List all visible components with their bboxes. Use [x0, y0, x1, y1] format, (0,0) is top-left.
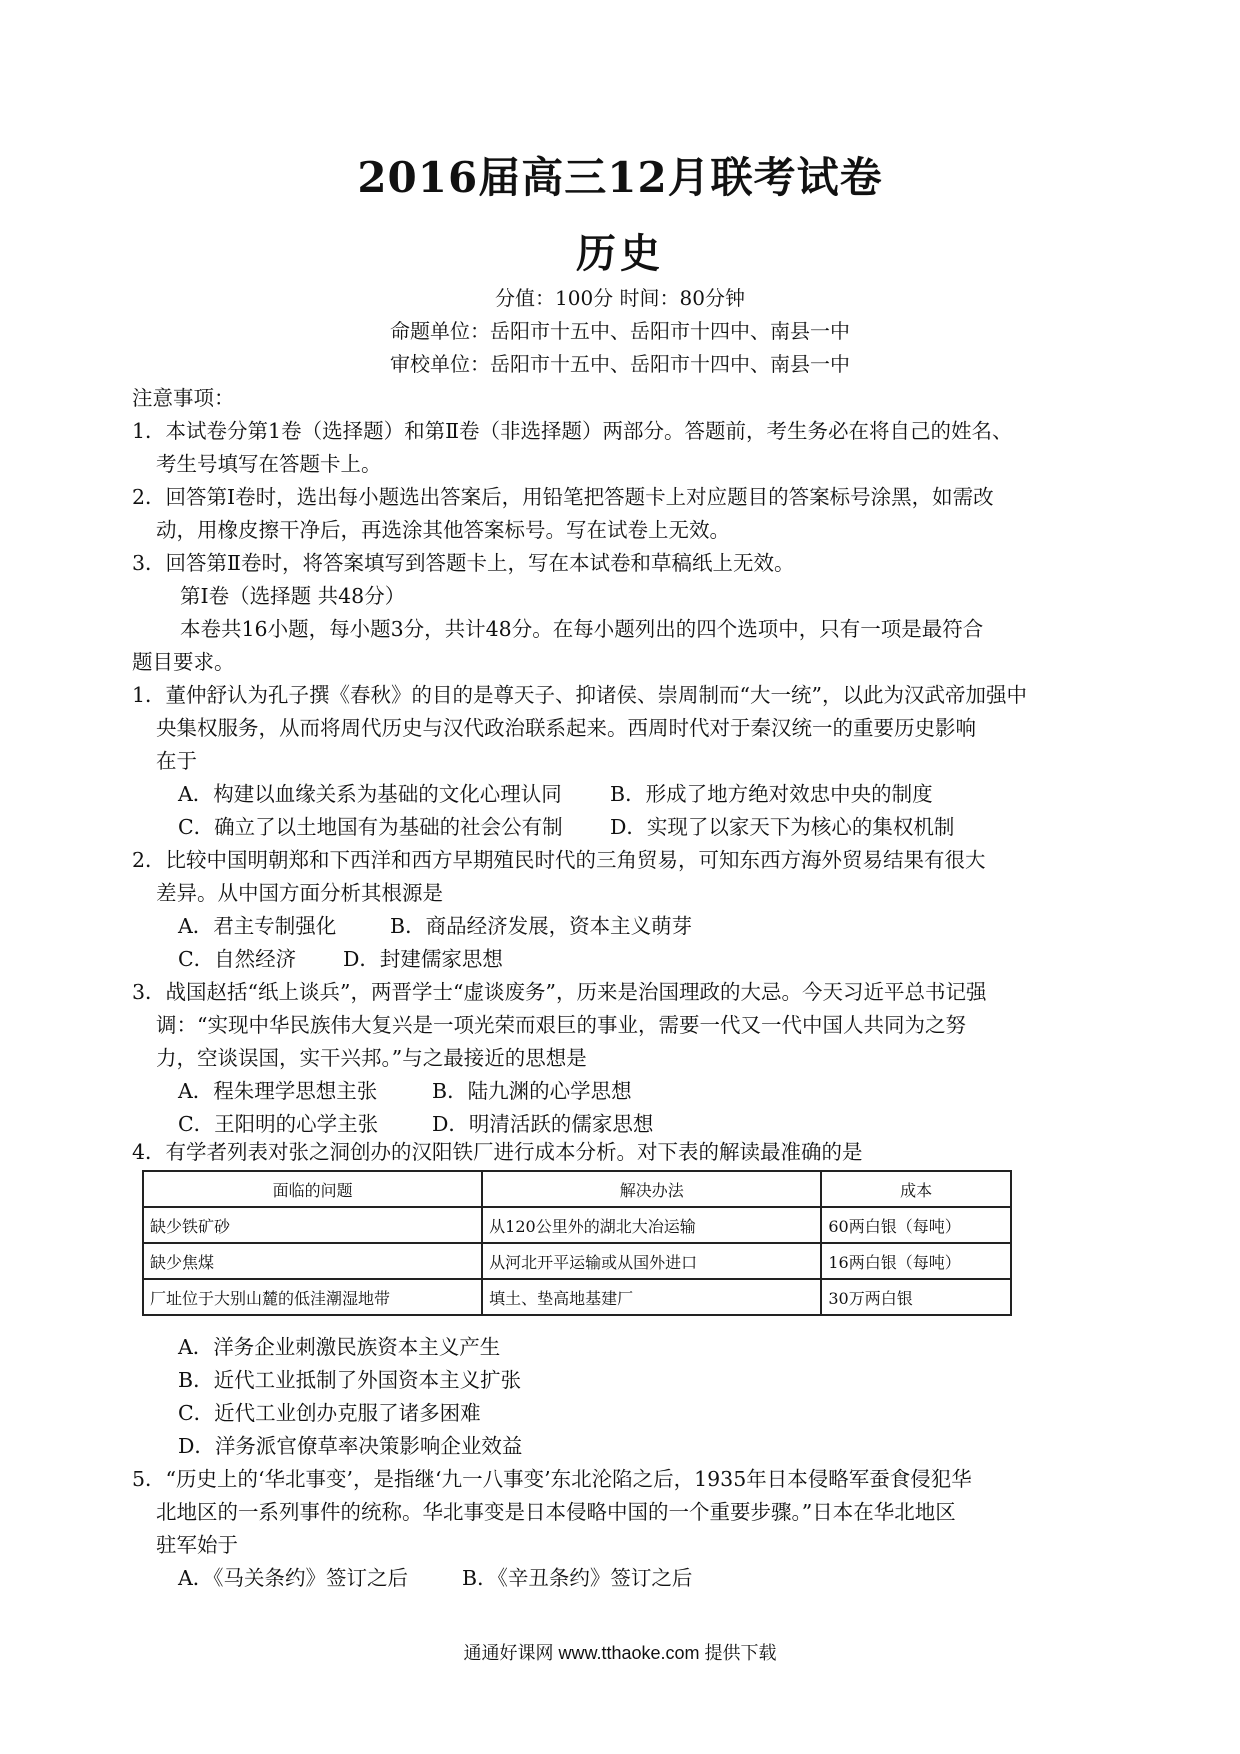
table-cell: 缺少焦煤: [143, 1243, 482, 1279]
footer-watermark: 通通好课网 www.tthaoke.com 提供下载: [463, 1643, 777, 1663]
q4-option-b: B．近代工业抵制了外国资本主义扩张: [178, 1368, 522, 1392]
table-header-cell: 解决办法: [482, 1171, 821, 1207]
table-cell: 厂址位于大别山麓的低洼潮湿地带: [143, 1279, 482, 1315]
section-desc: 本卷共16小题，每小题3分，共计48分。在每小题列出的四个选项中，只有一项是最符合: [180, 617, 984, 641]
q3-stem-cont: 调：“实现中华民族伟大复兴是一项光荣而艰巨的事业，需要一代又一代中国人共同为之努: [156, 1013, 966, 1037]
q4-option-d: D．洋务派官僚草率决策影响企业效益: [178, 1434, 523, 1458]
q5-stem: 5．“历史上的‘华北事变’，是指继‘九一八事变’东北沦陷之后，1935年日本侵略军蚕食侵犯华: [132, 1467, 972, 1491]
table-header-row: [143, 1171, 1011, 1207]
note-1-cont: 考生号填写在答题卡上。: [156, 452, 382, 476]
table-cell: 30万两白银: [821, 1279, 1011, 1315]
q3-option-a: A．程朱理学思想主张: [178, 1079, 378, 1103]
q2-option-a: A．君主专制强化: [178, 914, 337, 938]
table-cell: 缺少铁矿砂: [143, 1207, 482, 1243]
q2-option-b: B．商品经济发展，资本主义萌芽: [390, 914, 693, 938]
q4-option-a: A．洋务企业刺激民族资本主义产生: [178, 1335, 501, 1359]
table-cell: 从河北开平运输或从国外进口: [482, 1243, 821, 1279]
q1-stem-cont: 央集权服务，从而将周代历史与汉代政治联系起来。西周时代对于秦汉统一的重要历史影响: [156, 716, 976, 740]
subject-title: 历史: [576, 230, 664, 277]
section-heading: 第Ⅰ卷（选择题 共48分）: [180, 584, 406, 608]
q3-option-b: B．陆九渊的心学思想: [432, 1079, 632, 1103]
setters-line: 命题单位：岳阳市十五中、岳阳市十四中、南县一中: [390, 319, 850, 343]
q3-stem-cont2: 力，空谈误国，实干兴邦。”与之最接近的思想是: [156, 1046, 587, 1070]
q2-option-c: C．自然经济: [178, 947, 297, 971]
score-time: 分值：100分 时间：80分钟: [495, 286, 745, 310]
table-cell: 16两白银（每吨）: [821, 1243, 1011, 1279]
table-row: [143, 1243, 1011, 1279]
q5-stem-cont: 北地区的一系列事件的统称。华北事变是日本侵略中国的一个重要步骤。”日本在华北地区: [156, 1500, 956, 1524]
table-header-cell: 面临的问题: [143, 1171, 482, 1207]
notes-heading: 注意事项：: [132, 386, 235, 410]
table-cell: 60两白银（每吨）: [821, 1207, 1011, 1243]
table-header-cell: 成本: [821, 1171, 1011, 1207]
q1-option-c: C．确立了以土地国有为基础的社会公有制: [178, 815, 563, 839]
q1-stem: 1．董仲舒认为孔子撰《春秋》的目的是尊天子、抑诸侯、崇周制而“大一统”，以此为汉武帝加强中: [132, 683, 1028, 707]
q1-stem-cont2: 在于: [156, 749, 197, 773]
table-cell: 从120公里外的湖北大冶运输: [482, 1207, 821, 1243]
q3-option-d: D．明清活跃的儒家思想: [432, 1112, 654, 1136]
q1-option-b: B．形成了地方绝对效忠中央的制度: [610, 782, 933, 806]
q5-stem-cont2: 驻军始于: [156, 1533, 238, 1557]
note-2: 2．回答第Ⅰ卷时，选出每小题选出答案后，用铅笔把答题卡上对应题目的答案标号涂黑，如需改: [132, 485, 994, 509]
table-cell: 填土、垫高地基建厂: [482, 1279, 821, 1315]
exam-title: 2016届高三12月联考试卷: [357, 153, 883, 202]
q3-option-c: C．王阳明的心学主张: [178, 1112, 379, 1136]
q2-option-d: D．封建儒家思想: [343, 947, 503, 971]
q5-option-a: A．《马关条约》签订之后: [178, 1566, 409, 1590]
table-row: [143, 1279, 1011, 1315]
q5-option-b: B．《辛丑条约》签订之后: [462, 1566, 693, 1590]
note-1: 1．本试卷分第1卷（选择题）和第Ⅱ卷（非选择题）两部分。答题前，考生务必在将自己的姓名、: [132, 419, 1013, 443]
reviewers-line: 审校单位：岳阳市十五中、岳阳市十四中、南县一中: [390, 352, 850, 376]
q3-stem: 3．战国赵括“纸上谈兵”，两晋学士“虚谈废务”，历来是治国理政的大忌。今天习近平总书记强: [132, 980, 987, 1004]
cost-analysis-table: [142, 1170, 1012, 1316]
q2-stem-cont: 差异。从中国方面分析其根源是: [156, 881, 443, 905]
note-3: 3．回答第Ⅱ卷时，将答案填写到答题卡上，写在本试卷和草稿纸上无效。: [132, 551, 795, 575]
section-desc-cont: 题目要求。: [132, 650, 235, 674]
table-row: [143, 1207, 1011, 1243]
note-2-cont: 动，用橡皮擦干净后，再选涂其他答案标号。写在试卷上无效。: [156, 518, 730, 542]
q1-option-d: D．实现了以家天下为核心的集权机制: [610, 815, 955, 839]
q4-stem: 4．有学者列表对张之洞创办的汉阳铁厂进行成本分析。对下表的解读最准确的是: [132, 1140, 863, 1164]
q2-stem: 2．比较中国明朝郑和下西洋和西方早期殖民时代的三角贸易，可知东西方海外贸易结果有很大: [132, 848, 986, 872]
q4-option-c: C．近代工业创办克服了诸多困难: [178, 1401, 481, 1425]
q1-option-a: A．构建以血缘关系为基础的文化心理认同: [178, 782, 562, 806]
